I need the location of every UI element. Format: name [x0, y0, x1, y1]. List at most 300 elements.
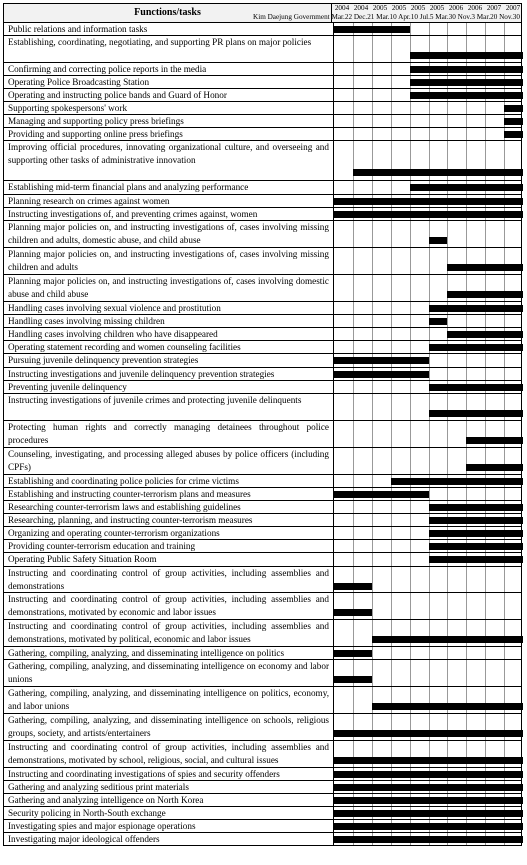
task-label: Operating statement recording and women counseling facilities — [8, 342, 241, 352]
task-row — [3, 102, 522, 115]
timeline-gridline — [372, 221, 373, 247]
header-year: 2004 — [353, 4, 369, 12]
timeline-gridline — [391, 221, 392, 247]
timeline-gridline — [485, 593, 486, 619]
timeline-gridline — [485, 115, 486, 127]
task-row — [3, 368, 522, 381]
task-row — [3, 76, 522, 89]
timeline-cells — [333, 620, 522, 646]
timeline-gridline — [372, 540, 373, 552]
timeline-bar — [410, 92, 523, 99]
timeline-gridline — [391, 102, 392, 114]
timeline-gridline — [447, 567, 448, 592]
timeline-gridline — [391, 527, 392, 539]
timeline-gridline — [447, 593, 448, 619]
timeline-gridline — [353, 315, 354, 327]
timeline-cells — [333, 102, 522, 114]
timeline-gridline — [372, 527, 373, 539]
timeline-gridline — [353, 248, 354, 274]
timeline-gridline — [466, 354, 467, 367]
timeline-gridline — [353, 527, 354, 539]
timeline-gridline — [429, 647, 430, 659]
timeline-bar — [353, 169, 523, 176]
task-row — [3, 475, 522, 488]
timeline-bar — [429, 305, 524, 312]
timeline-gridline — [353, 620, 354, 646]
timeline-gridline — [504, 354, 505, 367]
timeline-gridline — [466, 488, 467, 500]
timeline-gridline — [410, 501, 411, 513]
task-row — [3, 275, 522, 302]
task-label: Supporting spokespersons' work — [8, 103, 128, 113]
timeline-gridline — [391, 128, 392, 140]
task-label: Handling cases involving missing children — [8, 316, 165, 326]
timeline-cells — [333, 36, 522, 62]
task-row — [3, 141, 522, 181]
timeline-bar — [447, 331, 523, 338]
task-row — [3, 448, 522, 475]
timeline-bar — [334, 757, 523, 764]
timeline-gridline — [466, 115, 467, 127]
timeline-gridline — [447, 221, 448, 247]
timeline-gridline — [466, 221, 467, 247]
task-row — [3, 63, 522, 76]
timeline-cells — [333, 394, 522, 420]
timeline-cells — [333, 63, 522, 75]
task-row — [3, 36, 522, 63]
task-row — [3, 394, 522, 421]
task-label: Establishing, coordinating, negotiating, and supporting PR plans on major policies — [8, 37, 312, 47]
timeline-gridline — [372, 501, 373, 513]
timeline-cells — [333, 593, 522, 619]
timeline-cells — [333, 820, 522, 832]
timeline-gridline — [391, 514, 392, 526]
timeline-cells — [333, 527, 522, 539]
task-row — [3, 381, 522, 394]
timeline-gridline — [372, 593, 373, 619]
timeline-gridline — [353, 102, 354, 114]
timeline-gridline — [504, 593, 505, 619]
task-label: Instructing investigations of juvenile crimes and protecting juvenile delinquents — [8, 395, 302, 405]
timeline-bar — [466, 464, 523, 471]
timeline-gridline — [504, 221, 505, 247]
timeline-bar — [334, 650, 372, 657]
timeline-cells — [333, 807, 522, 819]
timeline-gridline — [410, 115, 411, 127]
timeline-cells — [333, 115, 522, 127]
timeline-gridline — [429, 660, 430, 686]
timeline-bar — [334, 609, 372, 616]
timeline-cells — [333, 781, 522, 793]
timeline-gridline — [447, 354, 448, 367]
task-label: Protecting human rights and correctly managing detainees throughout police procedures — [8, 422, 329, 445]
timeline-bar — [334, 730, 523, 737]
timeline-cells — [333, 89, 522, 101]
timeline-gridline — [429, 421, 430, 447]
task-label: Instructing and coordinating control of group activities, including assemblies and demonstrations, motivated by school, religious, social, and cultural issues — [8, 742, 329, 765]
task-row — [3, 89, 522, 102]
timeline-gridline — [429, 128, 430, 140]
header-year: 2007 — [486, 4, 502, 12]
timeline-gridline — [372, 394, 373, 420]
timeline-cells — [333, 141, 522, 180]
timeline-gridline — [410, 328, 411, 340]
timeline-gridline — [372, 275, 373, 301]
timeline-gridline — [391, 394, 392, 420]
task-label: Gathering and analyzing seditious print materials — [8, 782, 189, 792]
task-row — [3, 341, 522, 354]
timeline-gridline — [372, 448, 373, 474]
timeline-gridline — [447, 315, 448, 327]
timeline-bar — [429, 344, 524, 351]
timeline-gridline — [391, 275, 392, 301]
timeline-gridline — [410, 647, 411, 659]
task-row — [3, 660, 522, 687]
timeline-gridline — [504, 23, 505, 35]
timeline-gridline — [353, 540, 354, 552]
task-row — [3, 501, 522, 514]
timeline-gridline — [429, 23, 430, 35]
timeline-cells — [333, 181, 522, 194]
timeline-gridline — [429, 593, 430, 619]
timeline-gridline — [410, 514, 411, 526]
task-row — [3, 527, 522, 540]
timeline-bar — [334, 836, 523, 843]
timeline-gridline — [391, 448, 392, 474]
timeline-gridline — [353, 89, 354, 101]
task-label: Instructing and coordinating control of group activities, including assemblies and demonstrations — [8, 568, 329, 591]
timeline-bar — [429, 410, 524, 417]
timeline-cells — [333, 208, 522, 220]
timeline-cells — [333, 195, 522, 207]
timeline-gridline — [410, 315, 411, 327]
timeline-cells — [333, 741, 522, 767]
timeline-gridline — [391, 248, 392, 274]
task-label: Organizing and operating counter-terrorism organizations — [8, 528, 220, 538]
task-row — [3, 195, 522, 208]
task-label: Establishing and coordinating police policies for crime victims — [8, 476, 239, 486]
timeline-gridline — [485, 660, 486, 686]
task-row — [3, 567, 522, 593]
timeline-cells — [333, 833, 522, 845]
timeline-gridline — [372, 89, 373, 101]
timeline-gridline — [466, 647, 467, 659]
timeline-gridline — [447, 102, 448, 114]
timeline-cells — [333, 381, 522, 393]
timeline-gridline — [372, 63, 373, 75]
timeline-cells — [333, 315, 522, 327]
timeline-bar — [334, 823, 523, 830]
timeline-bar — [391, 478, 523, 485]
timeline-gridline — [372, 421, 373, 447]
timeline-gridline — [353, 381, 354, 393]
task-row — [3, 514, 522, 527]
timeline-gridline — [391, 381, 392, 393]
timeline-cells — [333, 76, 522, 88]
timeline-cells — [333, 221, 522, 247]
timeline-gridline — [410, 448, 411, 474]
timeline-gridline — [372, 553, 373, 566]
timeline-cells — [333, 687, 522, 713]
header-year: 2005 — [391, 4, 407, 12]
timeline-gridline — [410, 275, 411, 301]
timeline-gridline — [391, 181, 392, 194]
task-row — [3, 714, 522, 741]
timeline-cells — [333, 714, 522, 740]
timeline-gridline — [410, 128, 411, 140]
task-label: Counseling, investigating, and processing alleged abuses by police officers (including CPFs) — [8, 449, 329, 472]
timeline-cells — [333, 275, 522, 301]
timeline-bar — [334, 810, 523, 817]
task-row — [3, 23, 522, 36]
timeline-gridline — [391, 36, 392, 62]
timeline-gridline — [353, 687, 354, 713]
timeline-gridline — [353, 221, 354, 247]
timeline-cells — [333, 514, 522, 526]
timeline-bar — [410, 79, 523, 86]
task-label: Public relations and information tasks — [8, 24, 148, 34]
timeline-bar — [372, 703, 523, 710]
timeline-gridline — [485, 567, 486, 592]
timeline-gridline — [353, 394, 354, 420]
header-year: 2007 — [505, 4, 521, 12]
task-label: Instructing investigations and juvenile delinquency prevention strategies — [8, 369, 275, 379]
task-label: Providing and supporting online press briefings — [8, 129, 183, 139]
timeline-gridline — [429, 115, 430, 127]
timeline-bar — [504, 118, 523, 125]
task-label: Security policing in North-South exchange — [8, 808, 166, 818]
timeline-bar — [334, 357, 429, 364]
timeline-gridline — [429, 102, 430, 114]
timeline-gridline — [466, 315, 467, 327]
task-label: Improving official procedures, innovating organizational culture, and overseeing and supporting other tasks of administrative innovation — [8, 142, 329, 165]
timeline-gridline — [485, 368, 486, 380]
task-row — [3, 553, 522, 567]
task-label: Planning major policies on, and instructing investigations of, cases involving missing children and adults, domestic abuse, and child abuse — [8, 222, 329, 245]
timeline-bar — [429, 517, 524, 524]
timeline-gridline — [485, 488, 486, 500]
timeline-gridline — [391, 302, 392, 314]
timeline-gridline — [429, 275, 430, 301]
task-label: Operating Police Broadcasting Station — [8, 77, 150, 87]
timeline-gridline — [447, 488, 448, 500]
timeline-bar — [429, 237, 448, 244]
task-label: Establishing mid-term financial plans and analyzing performance — [8, 182, 249, 192]
timeline-bar — [334, 198, 523, 205]
header-year: 2006 — [448, 4, 464, 12]
timeline-cells — [333, 328, 522, 340]
timeline-cells — [333, 248, 522, 274]
timeline-gridline — [372, 102, 373, 114]
timeline-gridline — [485, 221, 486, 247]
timeline-gridline — [447, 448, 448, 474]
timeline-gridline — [485, 647, 486, 659]
timeline-gridline — [410, 23, 411, 35]
timeline-bar — [447, 291, 523, 298]
timeline-cells — [333, 421, 522, 447]
timeline-bar — [504, 105, 523, 112]
task-label: Preventing juvenile delinquency — [8, 382, 127, 392]
timeline-gridline — [372, 328, 373, 340]
task-label: Gathering, compiling, analyzing, and disseminating intelligence on politics, economy, and labor unions — [8, 688, 329, 711]
timeline-gridline — [372, 660, 373, 686]
timeline-gridline — [429, 488, 430, 500]
task-label: Pursuing juvenile delinquency prevention strategies — [8, 355, 199, 365]
timeline-gridline — [353, 63, 354, 75]
timeline-gridline — [466, 102, 467, 114]
timeline-cells — [333, 794, 522, 806]
timeline-gridline — [485, 128, 486, 140]
timeline-gridline — [353, 275, 354, 301]
timeline-gridline — [353, 76, 354, 88]
timeline-gridline — [353, 328, 354, 340]
timeline-gridline — [466, 23, 467, 35]
timeline-cells — [333, 302, 522, 314]
task-row — [3, 208, 522, 221]
task-label: Instructing and coordinating control of group activities, including assemblies and demonstrations, motivated by economic and labor issues — [8, 594, 329, 617]
timeline-gridline — [353, 421, 354, 447]
task-row — [3, 647, 522, 660]
timeline-gridline — [372, 36, 373, 62]
timeline-gridline — [447, 23, 448, 35]
task-row — [3, 687, 522, 714]
timeline-gridline — [372, 514, 373, 526]
timeline-gridline — [353, 475, 354, 487]
timeline-gridline — [391, 421, 392, 447]
timeline-gridline — [410, 593, 411, 619]
timeline-bar — [410, 52, 523, 59]
task-label: Providing counter-terrorism education and training — [8, 541, 196, 551]
task-row — [3, 248, 522, 275]
task-label: Instructing and coordinating investigations of spies and security offenders — [8, 769, 280, 779]
task-row — [3, 768, 522, 781]
timeline-gridline — [410, 302, 411, 314]
timeline-gridline — [504, 567, 505, 592]
timeline-gridline — [429, 354, 430, 367]
task-label: Gathering, compiling, analyzing, and disseminating intelligence on schools, religious groups, society, and artists/entertainers — [8, 715, 329, 738]
timeline-gridline — [410, 248, 411, 274]
task-label: Instructing investigations of, and preventing crimes against, women — [8, 209, 258, 219]
timeline-gridline — [485, 315, 486, 327]
header-functions-tasks: Functions/tasks — [3, 3, 332, 23]
task-row — [3, 302, 522, 315]
timeline-gridline — [410, 567, 411, 592]
timeline-gridline — [504, 368, 505, 380]
timeline-gridline — [410, 553, 411, 566]
task-label: Researching, planning, and instructing counter-terrorism measures — [8, 515, 253, 525]
timeline-gridline — [372, 302, 373, 314]
task-row — [3, 781, 522, 794]
timeline-gridline — [391, 660, 392, 686]
timeline-gridline — [391, 115, 392, 127]
timeline-gridline — [410, 540, 411, 552]
timeline-cells — [333, 128, 522, 140]
timeline-gridline — [429, 567, 430, 592]
timeline-bar — [429, 556, 524, 563]
timeline-gridline — [353, 36, 354, 62]
timeline-bar — [429, 504, 524, 511]
timeline-gridline — [353, 501, 354, 513]
task-row — [3, 221, 522, 248]
timeline-gridline — [391, 647, 392, 659]
task-label: Investigating spies and major espionage operations — [8, 821, 196, 831]
timeline-cells — [333, 647, 522, 659]
timeline-gridline — [372, 115, 373, 127]
timeline-gridline — [372, 248, 373, 274]
timeline-bar — [410, 66, 523, 73]
header-year: 2005 — [372, 4, 388, 12]
timeline-cells — [333, 567, 522, 592]
task-row — [3, 181, 522, 195]
timeline-gridline — [391, 593, 392, 619]
timeline-gridline — [391, 501, 392, 513]
timeline-gridline — [353, 115, 354, 127]
timeline-bar — [447, 264, 523, 271]
header-year: 2005 — [429, 4, 445, 12]
timeline-gridline — [447, 115, 448, 127]
timeline-bar — [334, 26, 410, 33]
timeline-gridline — [410, 421, 411, 447]
timeline-bar — [466, 437, 523, 444]
timeline-gridline — [391, 63, 392, 75]
task-label: Gathering and analyzing intelligence on North Korea — [8, 795, 204, 805]
timeline-bar — [334, 583, 372, 590]
timeline-gridline — [353, 302, 354, 314]
timeline-bar — [429, 318, 448, 325]
timeline-gridline — [447, 660, 448, 686]
timeline-bar — [429, 543, 524, 550]
header-years — [332, 4, 522, 13]
timeline-gridline — [410, 341, 411, 353]
timeline-gridline — [391, 540, 392, 552]
timeline-gridline — [485, 23, 486, 35]
timeline-gridline — [391, 89, 392, 101]
timeline-bar — [334, 771, 523, 778]
task-label: Researching counter-terrorism laws and establishing guidelines — [8, 502, 241, 512]
timeline-gridline — [391, 567, 392, 592]
task-row — [3, 328, 522, 341]
timeline-gridline — [504, 488, 505, 500]
timeline-cells — [333, 488, 522, 500]
task-label: Handling cases involving children who have disappeared — [8, 329, 218, 339]
timeline-gridline — [447, 128, 448, 140]
timeline-gridline — [372, 381, 373, 393]
timeline-gridline — [353, 448, 354, 474]
task-label: Confirming and correcting police reports in the media — [8, 64, 207, 74]
timeline-bar — [429, 384, 524, 391]
timeline-gridline — [429, 328, 430, 340]
timeline-gridline — [372, 315, 373, 327]
timeline-gridline — [372, 567, 373, 592]
task-label: Establishing and instructing counter-terrorism plans and measures — [8, 489, 251, 499]
timeline-gridline — [353, 181, 354, 194]
timeline-gridline — [485, 102, 486, 114]
timeline-gridline — [353, 514, 354, 526]
timeline-gridline — [466, 368, 467, 380]
timeline-gridline — [353, 553, 354, 566]
timeline-gridline — [372, 76, 373, 88]
timeline-gridline — [466, 660, 467, 686]
task-label: Instructing and coordinating control of group activities, including assemblies and demonstrations, motivated by political, economic and labor issues — [8, 621, 329, 644]
timeline-gridline — [504, 315, 505, 327]
task-label: Planning major policies on, and instructing investigations of, cases involving domestic abuse and child abuse — [8, 276, 329, 299]
task-row — [3, 421, 522, 448]
task-row — [3, 807, 522, 820]
timeline-gridline — [372, 341, 373, 353]
timeline-bar — [334, 211, 523, 218]
timeline-bar — [334, 797, 523, 804]
timeline-cells — [333, 553, 522, 566]
